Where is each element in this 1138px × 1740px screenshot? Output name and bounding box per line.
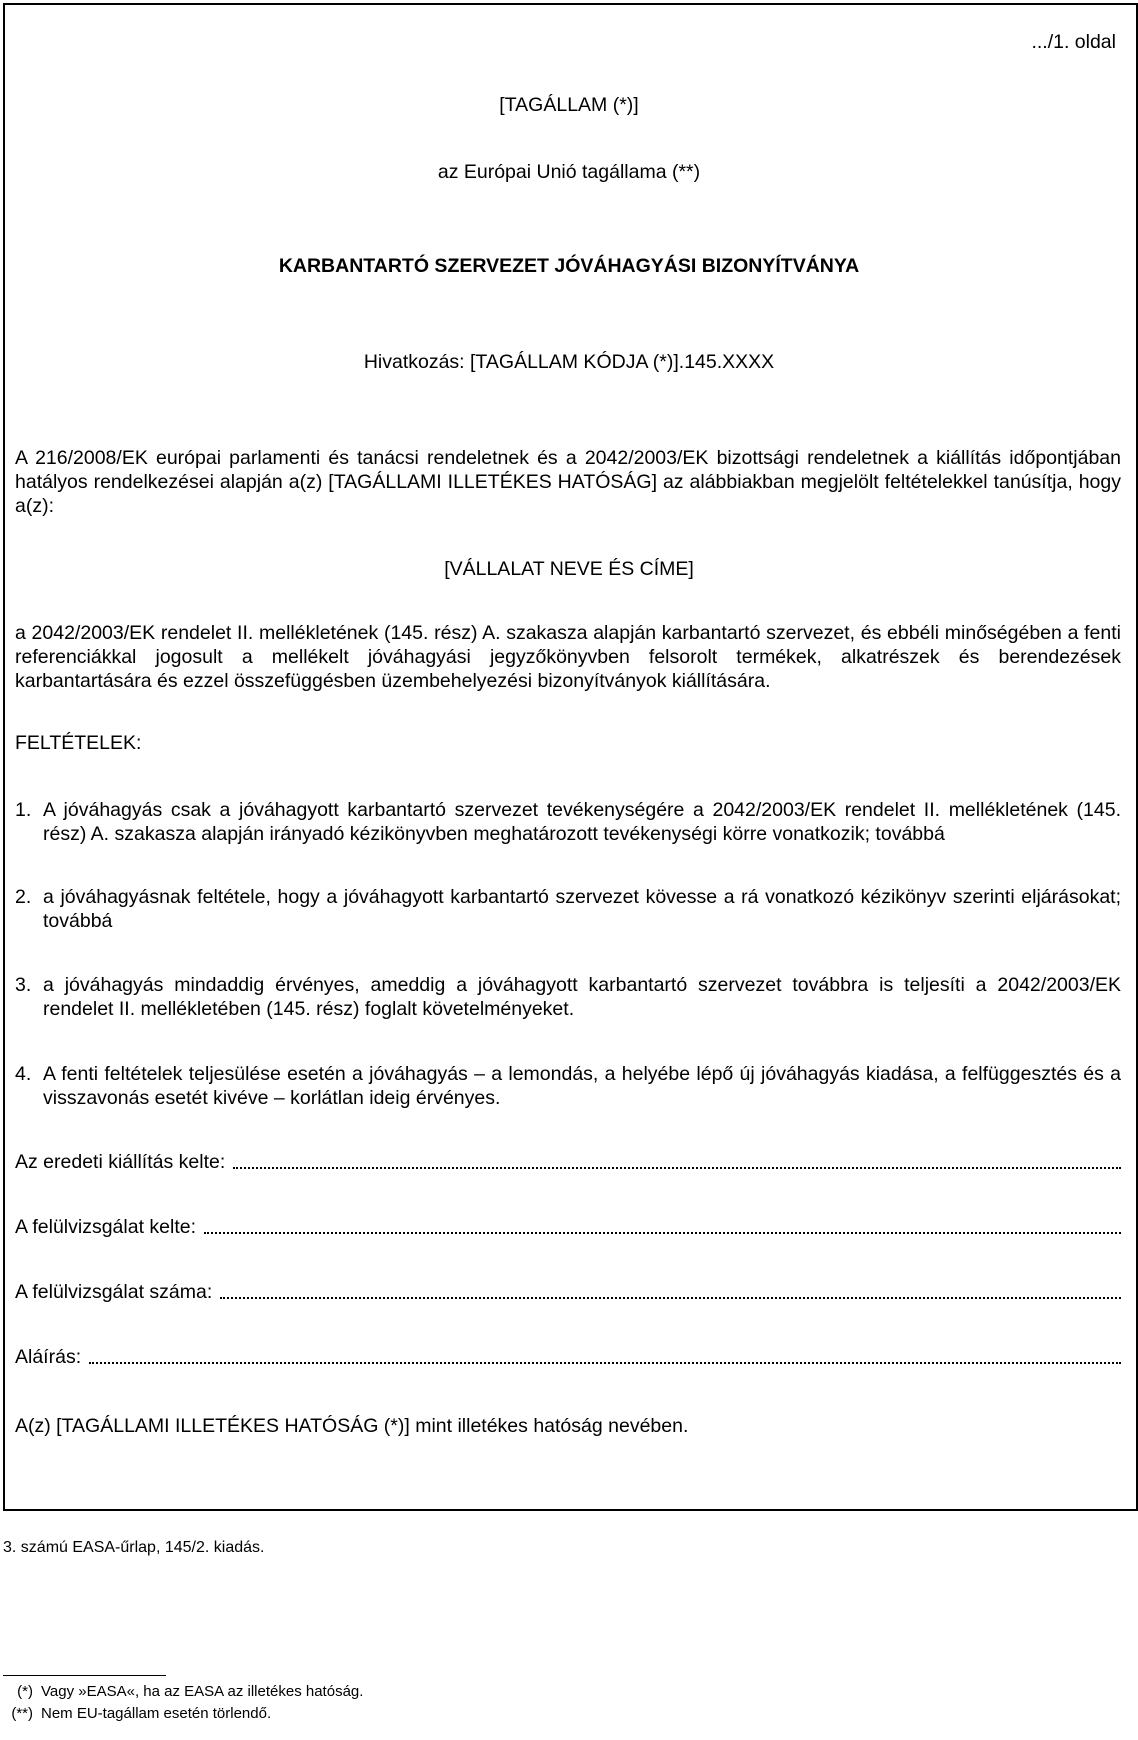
footnote-separator: [3, 1675, 166, 1676]
form-identifier: 3. számú EASA-űrlap, 145/2. kiadás.: [3, 1539, 265, 1556]
condition-item-2: [15, 885, 1121, 933]
fill-in-dotted-line: [233, 1166, 1121, 1169]
certificate-title: KARBANTARTÓ SZERVEZET JÓVÁHAGYÁSI BIZONYÍTVÁNYA: [278, 255, 860, 277]
revision-number-field: [15, 1280, 1121, 1304]
condition-number: 1.: [15, 799, 32, 821]
condition-text: a jóváhagyás mindaddig érvényes, ameddig a jóváhagyott karbantartó szervezet továbbra is teljesíti a 2042/2003/EK rendelet II. mellékletében (145. rész) foglalt követelményeket.: [43, 974, 1121, 1020]
footnote-mark: (*): [17, 1683, 33, 1700]
footnote-1: [3, 1683, 363, 1701]
condition-item-3: [15, 973, 1121, 1021]
condition-item-1: [15, 798, 1121, 846]
condition-item-4: [15, 1062, 1121, 1110]
footnote-text: Vagy »EASA«, ha az EASA az illetékes hatóság.: [41, 1683, 364, 1700]
fill-in-dotted-line: [204, 1231, 1121, 1234]
reference-line: Hivatkozás: [TAGÁLLAM KÓDJA (*)].145.XXXX: [363, 351, 775, 373]
revision-date-field: [15, 1215, 1121, 1239]
page-number: .../1. oldal: [1031, 31, 1116, 53]
condition-number: 4.: [15, 1063, 32, 1085]
condition-text: A fenti feltételek teljesülése esetén a jóváhagyás – a lemondás, a helyébe lépő új jóváhagyás kiadása, a felfüggesztés és a visszavonás esetét kivéve – korlátlan ideig érvényes.: [43, 1063, 1121, 1109]
fill-in-dotted-line: [220, 1296, 1121, 1299]
company-placeholder: [VÁLLALAT NEVE ÉS CÍME]: [444, 558, 694, 580]
condition-number: 3.: [15, 974, 32, 996]
field-label: Aláírás:: [15, 1346, 82, 1368]
condition-text: a jóváhagyásnak feltétele, hogy a jóváhagyott karbantartó szervezet kövesse a rá vonatkozó kézikönyv szerinti eljárásokat; továbbá: [43, 886, 1121, 932]
condition-number: 2.: [15, 886, 32, 908]
field-label: A felülvizsgálat száma:: [15, 1281, 213, 1303]
eu-member-line: az Európai Unió tagállama (**): [437, 161, 701, 183]
field-label: A felülvizsgálat kelte:: [15, 1216, 197, 1238]
approval-paragraph: a 2042/2003/EK rendelet II. mellékletének (145. rész) A. szakasza alapján karbantartó szervezet, és ebbéli minőségében a fenti referenciákkal jogosult a mellékelt jóváhagyási jegyzőkönyvben felsorolt termékek, alkatrészek és berendezések karbantartására és ezzel összefüggésben üzembehelyezési bizonyítványok kiállítására.: [15, 622, 1121, 692]
member-state-heading: [TAGÁLLAM (*)]: [499, 94, 639, 116]
original-issue-date-field: [15, 1150, 1121, 1174]
conditions-heading: FELTÉTELEK:: [15, 732, 142, 754]
condition-text: A jóváhagyás csak a jóváhagyott karbantartó szervezet tevékenységére a 2042/2003/EK rendelet II. mellékletének (145. rész) A. szakasza alapján irányadó kézikönyvben meghatározott tevékenységi körre vonatkozik; továbbá: [43, 799, 1121, 845]
footnote-text: Nem EU-tagállam esetén törlendő.: [41, 1705, 272, 1722]
footnote-mark: (**): [11, 1705, 33, 1722]
intro-paragraph: A 216/2008/EK európai parlamenti és tanácsi rendeletnek és a 2042/2003/EK bizottsági rendeletnek a kiállítás időpontjában hatályos rendelkezései alapján a(z) [TAGÁLLAMI ILLETÉKES HATÓSÁG] az alábbiakban megjelölt feltételekkel tanúsítja, hogy a(z):: [15, 447, 1121, 517]
signature-field: [15, 1345, 1121, 1369]
field-label: Az eredeti kiállítás kelte:: [15, 1151, 226, 1173]
footnote-2: [3, 1705, 271, 1723]
on-behalf-line: A(z) [TAGÁLLAMI ILLETÉKES HATÓSÁG (*)] mint illetékes hatóság nevében.: [15, 1415, 689, 1437]
fill-in-dotted-line: [89, 1361, 1121, 1364]
